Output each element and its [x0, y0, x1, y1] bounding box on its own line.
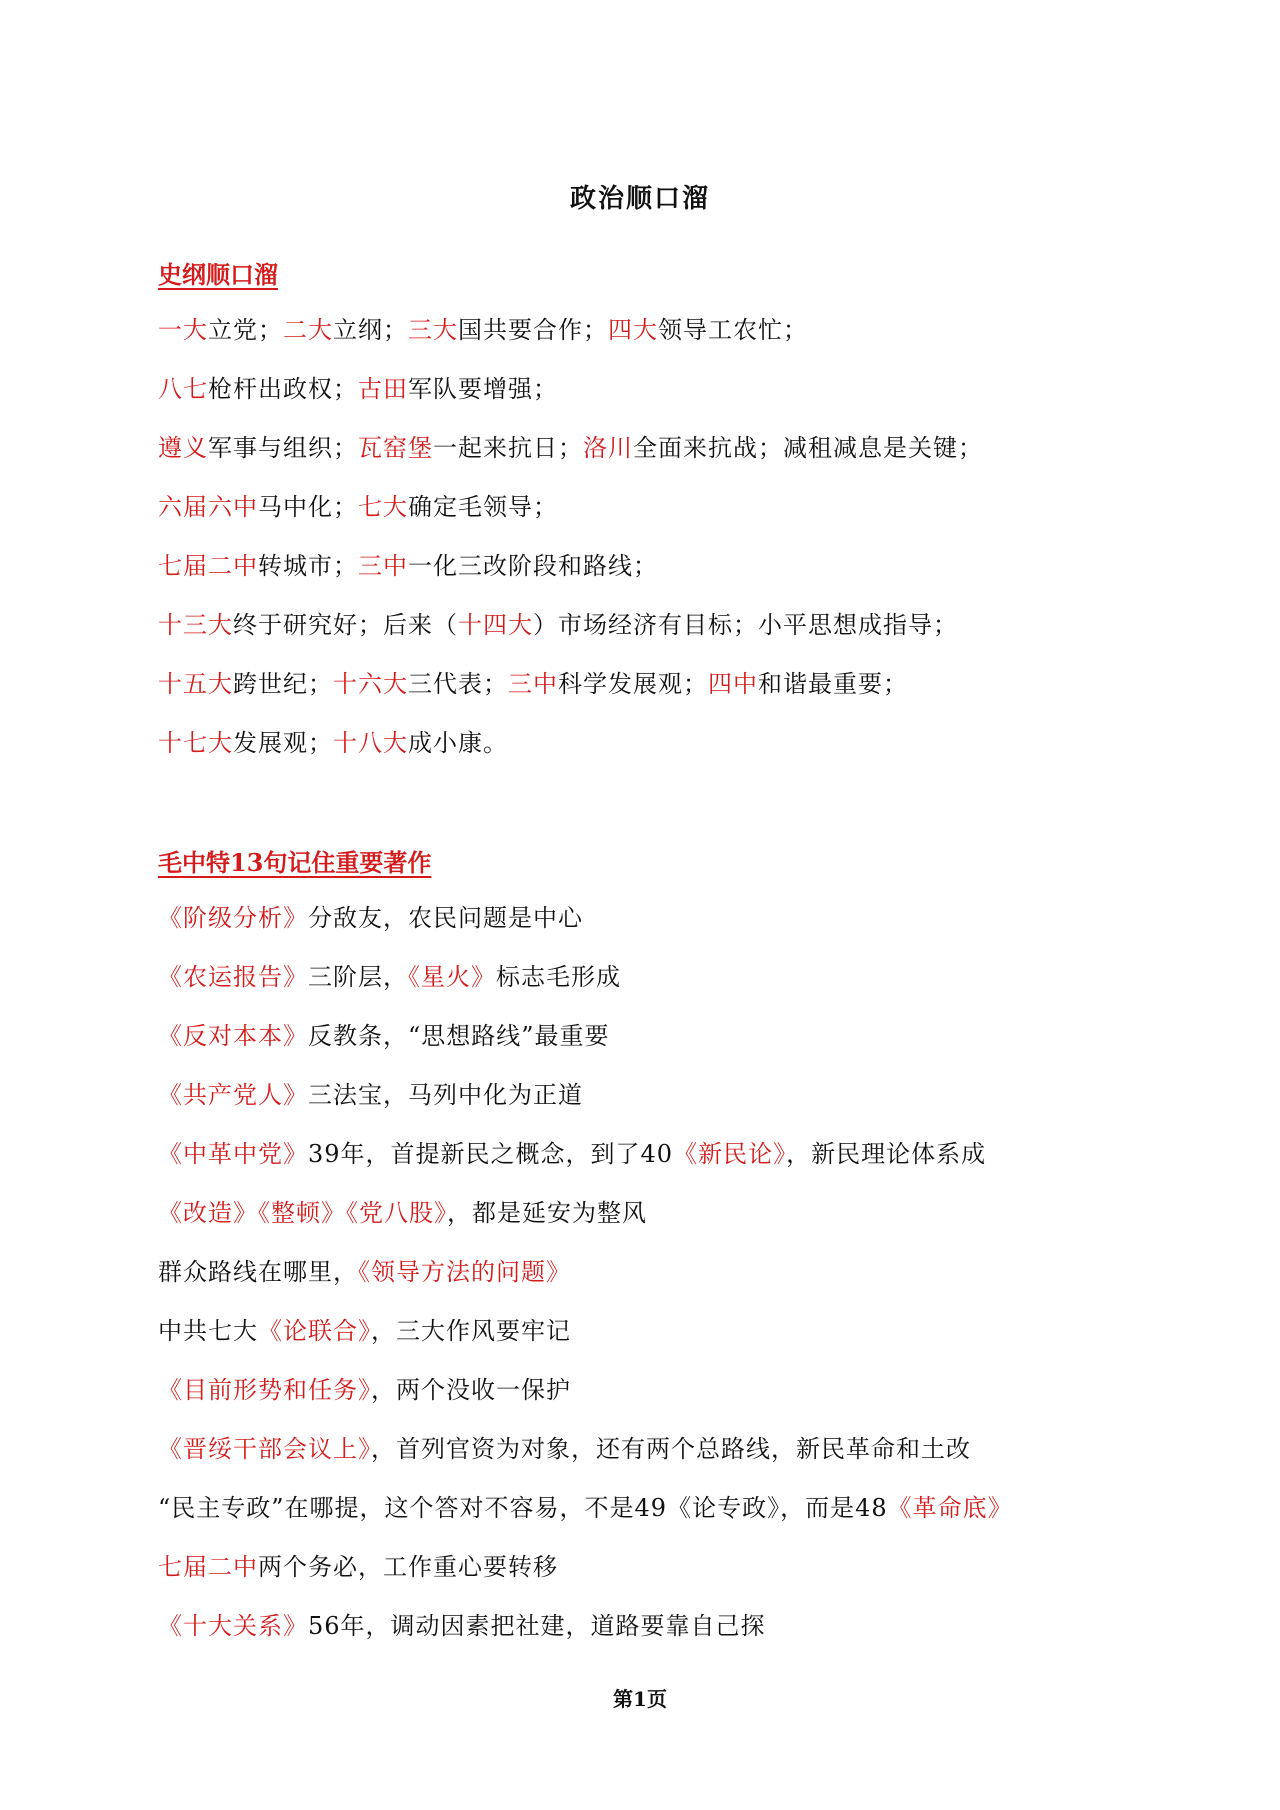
plain-text: 三阶层， — [308, 963, 408, 991]
plain-text: 三法宝，马列中化为正道 — [308, 1081, 583, 1109]
highlight-text: 《改造》《整顿》《党八股》 — [158, 1199, 447, 1227]
plain-text: 三代表； — [408, 670, 508, 698]
highlight-text: 十八大 — [333, 729, 408, 757]
text-line — [158, 1434, 971, 1464]
plain-text: 两个务必，工作重心要转移 — [258, 1553, 558, 1581]
plain-text: 全面来抗战；减租减息是关键； — [633, 434, 983, 462]
text-line — [158, 433, 983, 463]
highlight-text: 十五大 — [158, 670, 233, 698]
highlight-text: 《目前形势和任务》 — [158, 1376, 371, 1404]
plain-text: 确定毛领导； — [408, 493, 558, 521]
text-line — [158, 610, 958, 640]
plain-text: ，三大作风要牢记 — [371, 1317, 571, 1345]
highlight-text: 《论联合》 — [258, 1317, 371, 1345]
plain-text: 军事与组织； — [208, 434, 358, 462]
plain-text: 群众路线在哪里， — [158, 1258, 358, 1286]
highlight-text: 瓦窑堡 — [358, 434, 433, 462]
text-line — [158, 1316, 571, 1346]
highlight-text: 十六大 — [333, 670, 408, 698]
highlight-text: 六届六中 — [158, 493, 258, 521]
plain-text: “民主专政”在哪提，这个答对不容易，不是49《论专政》，而是48 — [158, 1494, 888, 1522]
text-line — [158, 1198, 647, 1228]
highlight-text: 四大 — [608, 316, 658, 344]
highlight-text: 《阶级分析》 — [158, 904, 308, 932]
highlight-text: 《反对本本》 — [158, 1022, 308, 1050]
plain-text: ，新民理论体系成 — [786, 1140, 987, 1168]
text-line — [158, 1552, 558, 1582]
plain-text: 39年，首提新民之概念，到了40 — [308, 1140, 674, 1168]
plain-text: 终于研究好；后来（ — [233, 611, 458, 639]
highlight-text: 古田 — [358, 375, 408, 403]
highlight-text: 《共产党人》 — [158, 1081, 308, 1109]
text-line — [158, 728, 508, 758]
plain-text: ，两个没收一保护 — [371, 1376, 571, 1404]
highlight-text: 三大 — [408, 316, 458, 344]
text-line — [158, 962, 621, 992]
plain-text: 反教条，“思想路线”最重要 — [308, 1022, 610, 1050]
highlight-text: 洛川 — [583, 434, 633, 462]
text-line — [158, 1021, 610, 1051]
plain-text: 军队要增强； — [408, 375, 558, 403]
plain-text: 马中化； — [258, 493, 358, 521]
plain-text: 标志毛形成 — [496, 963, 621, 991]
highlight-text: 四中 — [708, 670, 758, 698]
text-line — [158, 903, 583, 933]
highlight-text: 《中革中党》 — [158, 1140, 308, 1168]
plain-text: 科学发展观； — [558, 670, 708, 698]
text-line — [158, 551, 658, 581]
highlight-text: 七届二中 — [158, 552, 258, 580]
highlight-text: 七届二中 — [158, 1553, 258, 1581]
plain-text: 成小康。 — [408, 729, 508, 757]
text-line — [158, 1375, 571, 1405]
plain-text: 国共要合作； — [458, 316, 608, 344]
highlight-text: 《十大关系》 — [158, 1612, 308, 1640]
plain-text: 一化三改阶段和路线； — [408, 552, 658, 580]
plain-text: 分敌友，农民问题是中心 — [308, 904, 583, 932]
highlight-text: 三中 — [358, 552, 408, 580]
highlight-text: 八七 — [158, 375, 208, 403]
text-line — [158, 1139, 986, 1169]
plain-text: 和谐最重要； — [758, 670, 908, 698]
highlight-text: 七大 — [358, 493, 408, 521]
highlight-text: 一大 — [158, 316, 208, 344]
section-title-works: 毛中特13句记住重要著作 — [158, 848, 432, 877]
text-line — [158, 492, 558, 522]
highlight-text: 二大 — [283, 316, 333, 344]
page-title: 政治顺口溜 — [569, 184, 710, 214]
highlight-text: 《星火》 — [408, 963, 496, 991]
highlight-text: 十七大 — [158, 729, 233, 757]
highlight-text: 十三大 — [158, 611, 233, 639]
highlight-text: 《晋绥干部会议上》 — [158, 1435, 371, 1463]
plain-text: 中共七大 — [158, 1317, 258, 1345]
text-line — [158, 1493, 1013, 1523]
highlight-text: 《革命底》 — [887, 1494, 1013, 1522]
text-line — [158, 1080, 583, 1110]
plain-text: 领导工农忙； — [658, 316, 808, 344]
text-line — [158, 669, 908, 699]
text-line — [158, 1611, 766, 1641]
page-number: 第1页 — [613, 1687, 667, 1711]
highlight-text: 《农运报告》 — [158, 963, 308, 991]
text-line — [158, 1257, 571, 1287]
text-line — [158, 374, 558, 404]
highlight-text: 遵义 — [158, 434, 208, 462]
plain-text: ，都是延安为整风 — [447, 1199, 647, 1227]
plain-text: 立党； — [208, 316, 283, 344]
highlight-text: 《领导方法的问题》 — [358, 1258, 571, 1286]
plain-text: 立纲； — [333, 316, 408, 344]
plain-text: ，首列官资为对象，还有两个总路线，新民革命和土改 — [371, 1435, 971, 1463]
plain-text: 一起来抗日； — [433, 434, 583, 462]
highlight-text: 十四大 — [458, 611, 533, 639]
plain-text: 枪杆出政权； — [208, 375, 358, 403]
text-line — [158, 315, 808, 345]
plain-text: 56年，调动因素把社建，道路要靠自己探 — [308, 1612, 766, 1640]
section-title-history: 史纲顺口溜 — [158, 260, 278, 289]
highlight-text: 《新民论》 — [673, 1140, 787, 1168]
highlight-text: 三中 — [508, 670, 558, 698]
plain-text: ）市场经济有目标；小平思想成指导； — [533, 611, 958, 639]
plain-text: 发展观； — [233, 729, 333, 757]
plain-text: 跨世纪； — [233, 670, 333, 698]
plain-text: 转城市； — [258, 552, 358, 580]
